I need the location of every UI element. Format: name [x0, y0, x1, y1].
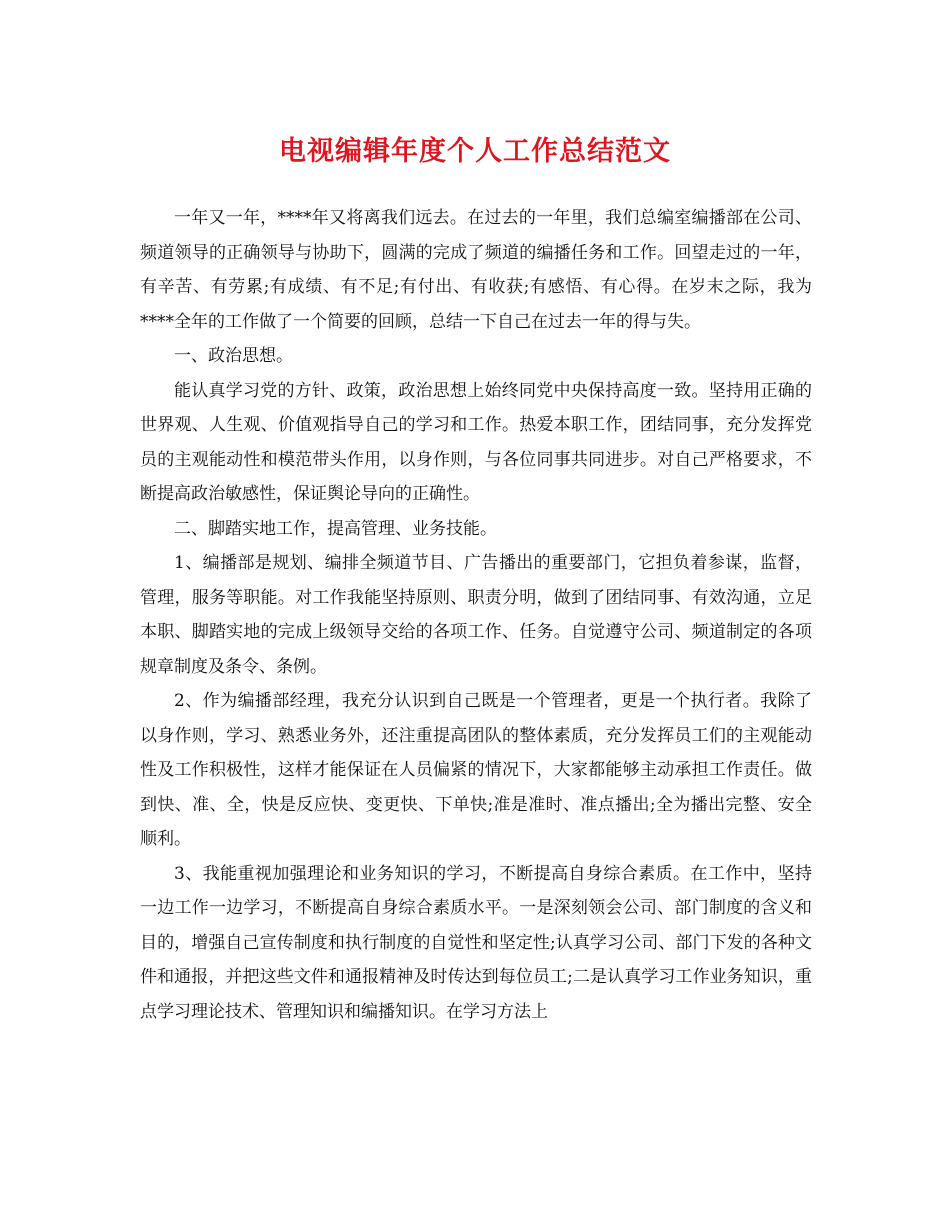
paragraph-point-2: 2、作为编播部经理，我充分认识到自己既是一个管理者，更是一个执行者。我除了以身作则，学习、熟悉业务外，还注重提高团队的整体素质，充分发挥员工们的主观能动性及工作积极性，这样才能保证在人员偏紧的情况下，大家都能够主动承担工作责任。做到快、准、全，快是反应快、变更快、下单快;准是准时、准点播出;全为播出完整、安全顺利。: [140, 691, 812, 849]
paragraph-point-1: 1、编播部是规划、编排全频道节目、广告播出的重要部门，它担负着参谋，监督，管理，服务等职能。对工作我能坚持原则、职责分明，做到了团结同事、有效沟通，立足本职、脚踏实地的完成上级领导交给的各项工作、任务。自觉遵守公司、频道制定的各项规章制度及条令、条例。: [140, 553, 812, 677]
paragraph-intro: 一年又一年，****年又将离我们远去。在过去的一年里，我们总编室编播部在公司、频道领导的正确领导与协助下，圆满的完成了频道的编播任务和工作。回望走过的一年，有辛苦、有劳累;有成绩、有不足;有付出、有收获;有感悟、有心得。在岁末之际，我为****全年的工作做了一个简要的回顾，总结一下自己在过去一年的得与失。: [140, 208, 812, 332]
document-title: 电视编辑年度个人工作总结范文: [279, 136, 671, 167]
paragraph-point-3: 3、我能重视加强理论和业务知识的学习，不断提高自身综合素质。在工作中，坚持一边工作一边学习，不断提高自身综合素质水平。一是深刻领会公司、部门制度的含义和目的，增强自己宣传制度和执行制度的自觉性和坚定性;认真学习公司、部门下发的各种文件和通报，并把这些文件和通报精神及时传达到每位员工;二是认真学习工作业务知识，重点学习理论技术、管理知识和编播知识。在学习方法上: [140, 863, 812, 1022]
heading-politics: 一、政治思想。: [174, 346, 293, 366]
document-body: [140, 201, 812, 1029]
heading-work-skills: 二、脚踏实地工作，提高管理、业务技能。: [174, 518, 497, 539]
paragraph-politics: 能认真学习党的方针、政策，政治思想上始终同党中央保持高度一致。坚持用正确的世界观、人生观、价值观指导自己的学习和工作。热爱本职工作，团结同事，充分发挥党员的主观能动性和模范带头作用，以身作则，与各位同事共同进步。对自己严格要求，不断提高政治敏感性，保证舆论导向的正确性。: [140, 380, 812, 504]
